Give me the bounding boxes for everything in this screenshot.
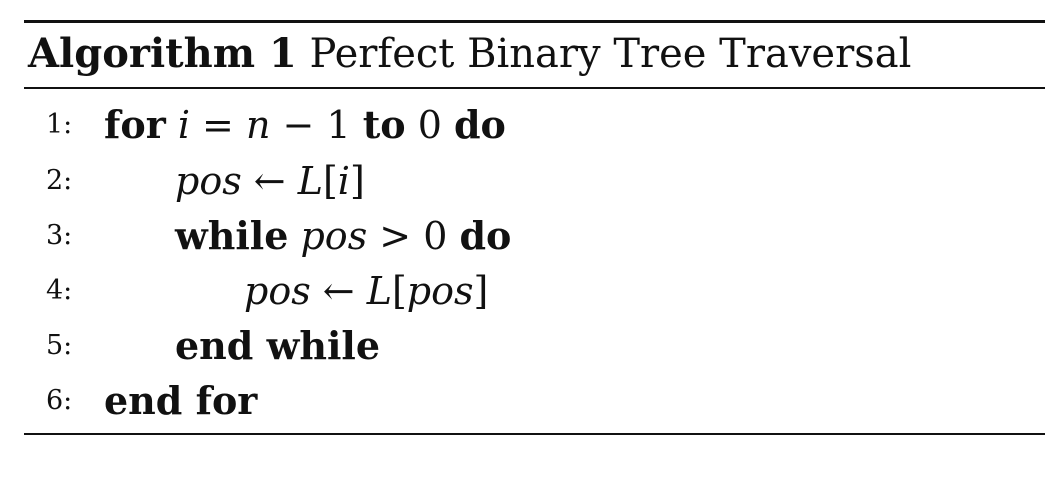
top-rule <box>24 20 1045 23</box>
close-bracket: ] <box>473 269 489 313</box>
keyword-end-for: end for <box>104 378 258 423</box>
code-text <box>175 211 511 261</box>
var-pos: pos <box>175 159 242 203</box>
greater-than-zero: > 0 <box>367 214 460 258</box>
assign-arrow: ← <box>310 269 367 313</box>
algorithm-caption <box>28 27 911 81</box>
keyword-end-while: end while <box>175 323 380 368</box>
code-text <box>175 156 365 206</box>
var-pos: pos <box>300 214 368 258</box>
keyword-to: to <box>362 102 406 147</box>
var-L: L <box>366 269 392 313</box>
var-pos: pos <box>406 269 474 313</box>
bottom-rule <box>24 433 1045 435</box>
keyword-while: while <box>175 213 289 258</box>
var-n: n <box>245 103 271 147</box>
var-pos: pos <box>244 269 311 313</box>
keyword-do: do <box>453 102 506 147</box>
line-number: 1: <box>46 109 73 140</box>
assign-arrow: ← <box>241 159 298 203</box>
line-number: 6: <box>46 385 73 416</box>
minus-one: − 1 <box>270 103 363 147</box>
line-number: 5: <box>46 330 73 361</box>
space <box>288 214 300 258</box>
code-text <box>244 266 488 316</box>
literal-zero: 0 <box>405 103 454 147</box>
algorithm-label: Algorithm 1 <box>28 30 297 77</box>
algorithm-title: Perfect Binary Tree Traversal <box>309 31 912 77</box>
line-number: 3: <box>46 220 73 251</box>
line-number: 2: <box>46 165 73 196</box>
operator-eq: = <box>189 103 246 147</box>
code-text <box>104 100 506 150</box>
var-i: i <box>337 159 350 203</box>
algorithm-block <box>24 0 1045 479</box>
open-bracket: [ <box>322 159 338 203</box>
caption-rule <box>24 87 1045 89</box>
close-bracket: ] <box>349 159 365 203</box>
open-bracket: [ <box>391 269 407 313</box>
var-i: i <box>177 103 190 147</box>
keyword-for: for <box>104 102 166 147</box>
keyword-do: do <box>459 213 512 258</box>
var-L: L <box>297 159 323 203</box>
line-number: 4: <box>46 275 73 306</box>
